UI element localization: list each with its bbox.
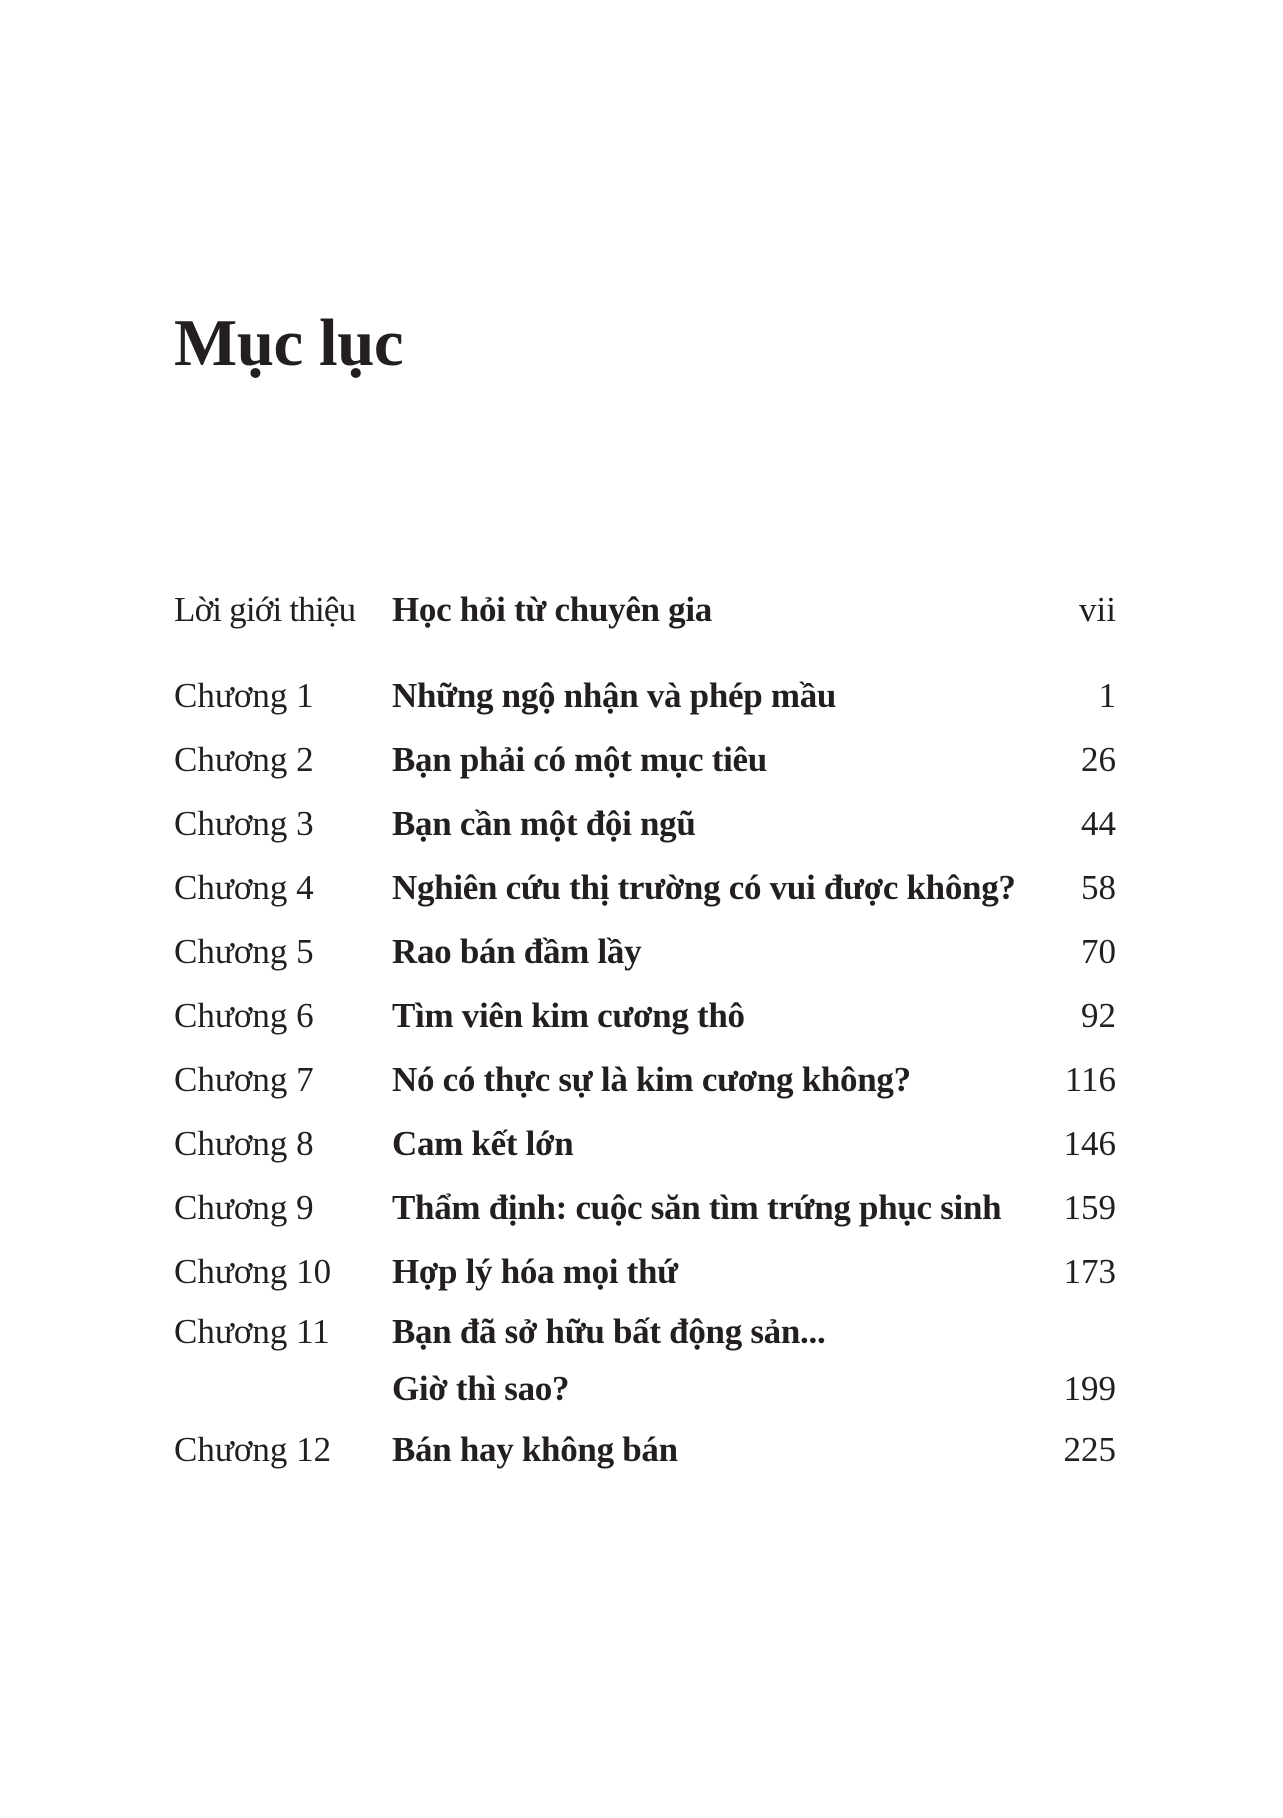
toc-entry-page: 159 [1063,1188,1116,1227]
toc-entry-label: Chương 2 [174,740,314,779]
toc-entry-chapter-11 [174,1304,1116,1360]
toc-entry-page: 116 [1064,1060,1116,1099]
page-title: Mục lục [174,306,404,380]
toc-entry-introduction [174,578,1116,642]
toc-entry-label: Chương 7 [174,1060,314,1099]
toc-entry-chapter-9 [174,1176,1116,1240]
toc-entry-label: Chương 6 [174,996,314,1035]
toc-entry-chapter-2 [174,728,1116,792]
toc-entry-chapter-11-continued [174,1360,1116,1418]
toc-entry-title: Thẩm định: cuộc săn tìm trứng phục sinh [392,1188,1002,1227]
toc-entry-page: 26 [1081,740,1116,779]
toc-entry-title: Bạn phải có một mục tiêu [392,740,767,779]
toc-entry-title: Những ngộ nhận và phép mầu [392,676,837,715]
toc-entry-title: Rao bán đầm lầy [392,932,642,971]
toc-entry-chapter-8 [174,1112,1116,1176]
toc-entry-label: Chương 9 [174,1188,314,1227]
toc-entry-label: Chương 5 [174,932,314,971]
toc-entry-label: Chương 11 [174,1312,330,1351]
toc-entry-title-line2: Giờ thì sao? [392,1369,570,1408]
toc-entry-page: 70 [1081,932,1116,971]
toc-entry-label: Chương 10 [174,1252,332,1291]
toc-entry-title: Nó có thực sự là kim cương không? [392,1060,911,1099]
toc-entry-label: Chương 4 [174,868,314,907]
toc-entry-chapter-1 [174,664,1116,728]
toc-entry-label: Chương 8 [174,1124,314,1163]
toc-entry-page: 58 [1081,868,1116,907]
toc-entry-page: 92 [1081,996,1116,1035]
toc-entry-chapter-5 [174,920,1116,984]
toc-entry-chapter-12 [174,1418,1116,1482]
toc-entry-chapter-4 [174,856,1116,920]
toc-entry-title: Hợp lý hóa mọi thứ [392,1252,678,1291]
toc-entry-title: Bạn cần một đội ngũ [392,804,696,843]
toc-entry-page: 225 [1063,1430,1116,1469]
toc-entry-chapter-7 [174,1048,1116,1112]
toc-entry-page: 146 [1063,1124,1116,1163]
toc-entry-page: vii [1079,590,1116,629]
toc-entry-label: Chương 3 [174,804,314,843]
toc-entry-label: Lời giới thiệu [174,590,356,629]
toc-entry-title: Tìm viên kim cương thô [392,996,745,1035]
toc-entry-page: 44 [1081,804,1116,843]
toc-entry-page: 173 [1063,1252,1116,1291]
toc-entry-title: Bán hay không bán [392,1430,678,1469]
toc-entry-page: 1 [1098,676,1116,715]
table-of-contents [174,578,1116,1482]
toc-entry-title: Cam kết lớn [392,1124,574,1163]
toc-entry-chapter-6 [174,984,1116,1048]
toc-entry-label: Chương 12 [174,1430,332,1469]
toc-entry-title: Nghiên cứu thị trường có vui được không? [392,868,1016,907]
toc-entry-page: 199 [1063,1369,1116,1408]
toc-entry-chapter-10 [174,1240,1116,1304]
toc-entry-title: Bạn đã sở hữu bất động sản... [392,1312,826,1351]
toc-entry-title: Học hỏi từ chuyên gia [392,590,712,629]
toc-entry-chapter-3 [174,792,1116,856]
toc-entry-label: Chương 1 [174,676,314,715]
